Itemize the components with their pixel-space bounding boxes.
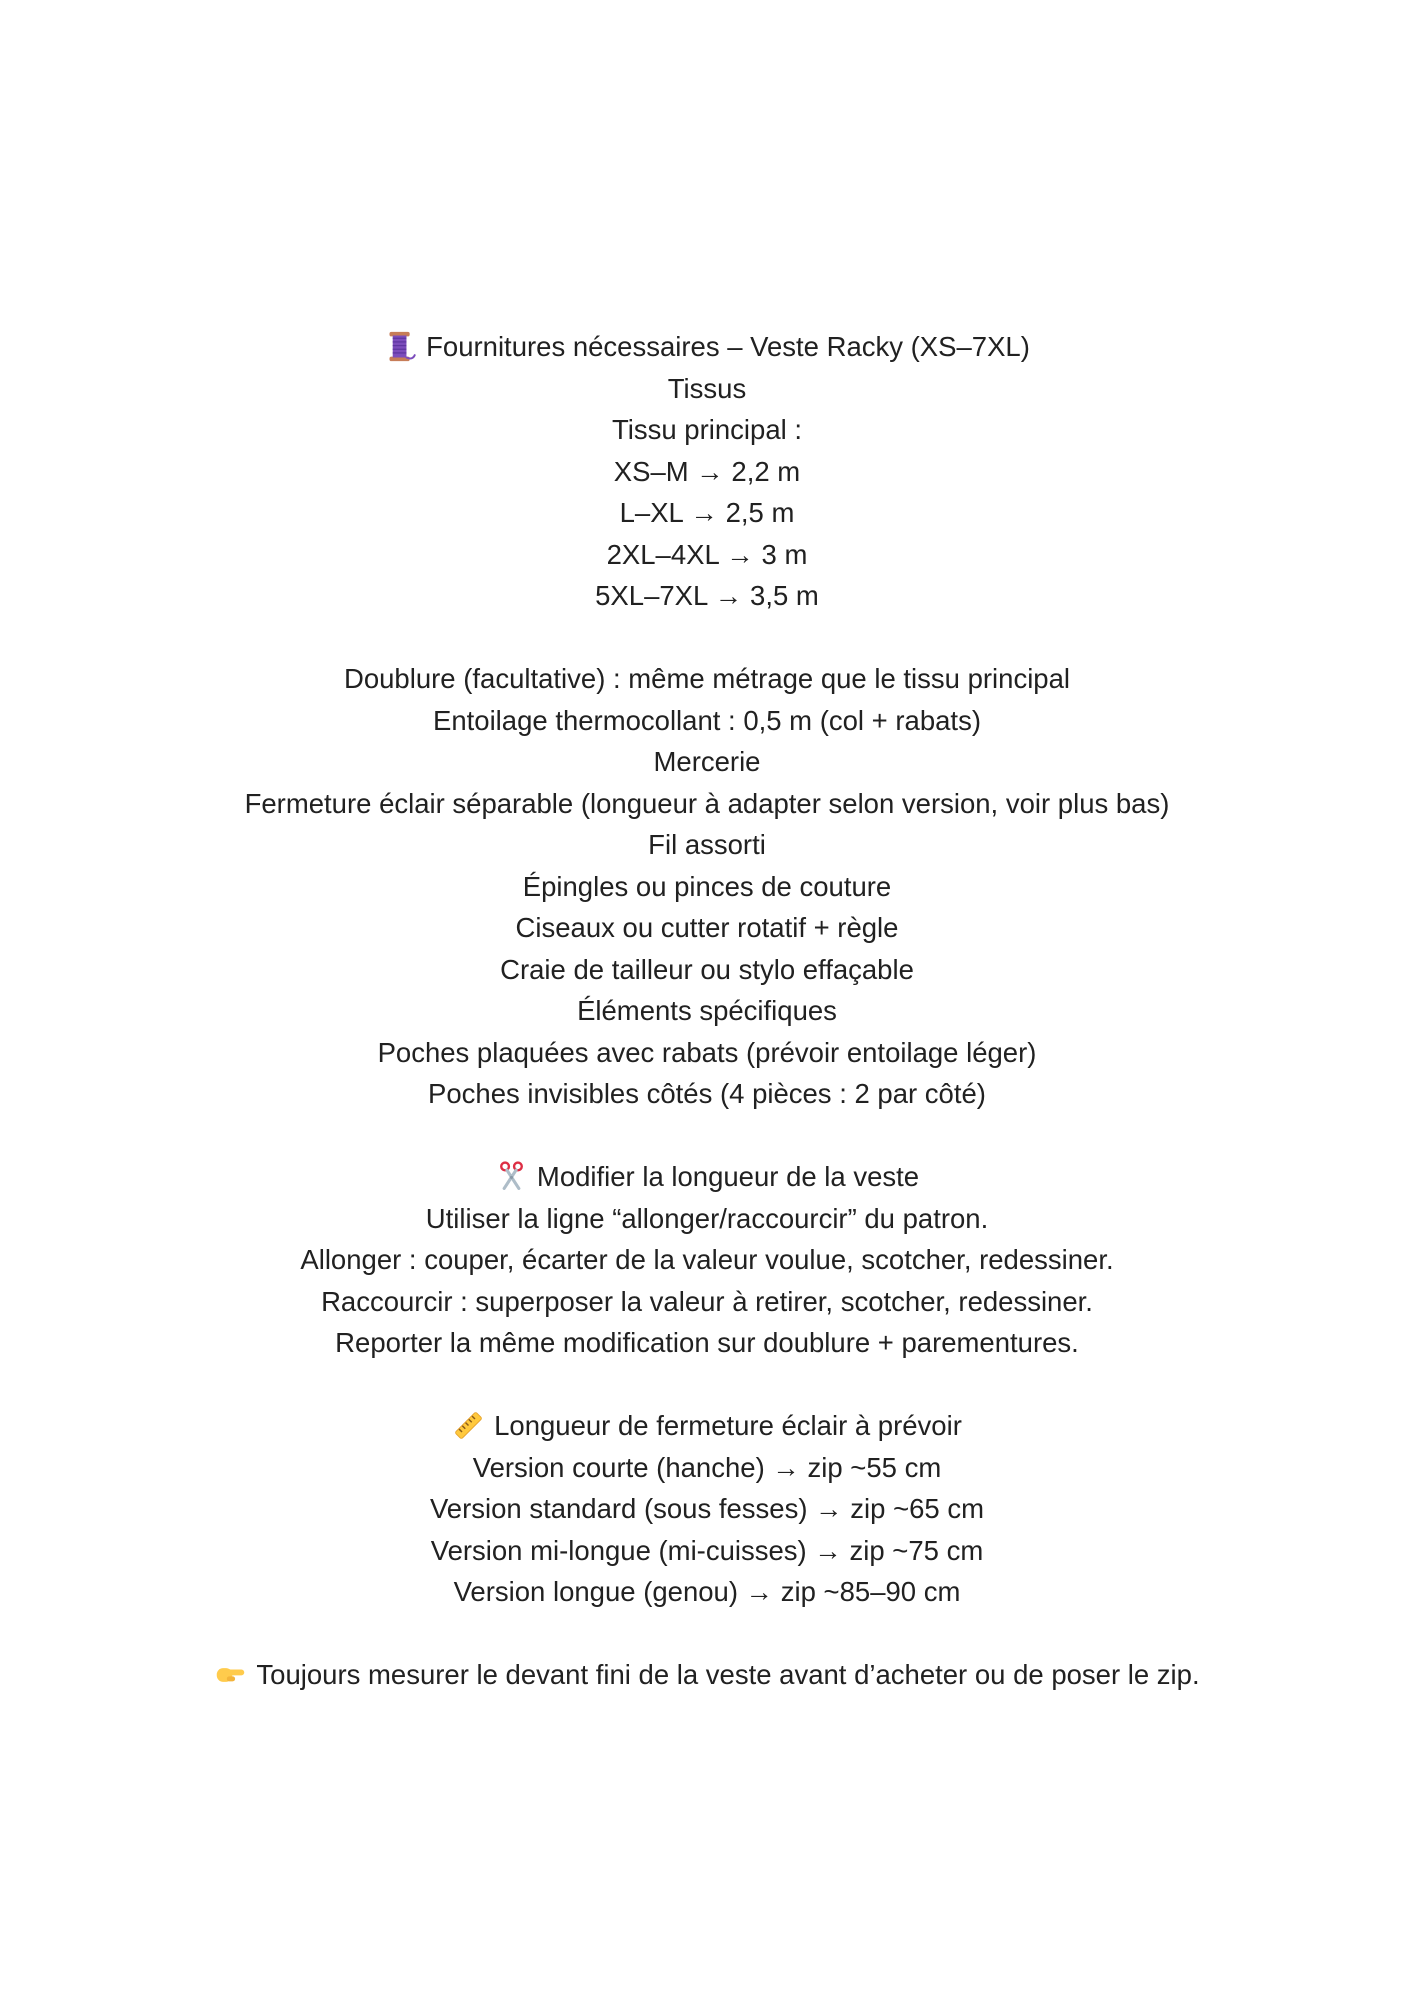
text-line: XS–M → 2,2 m [613,455,801,487]
straight-ruler-icon [452,1409,485,1442]
text-line: Éléments spécifiques [577,995,837,1026]
text-line: Ciseaux ou cutter rotatif + règle [515,912,899,943]
text-line: 2XL–4XL → 3 m [606,538,808,570]
section-heading [0,1405,1414,1447]
note-line [0,1654,1414,1696]
document-title [0,326,1414,368]
text-line: Allonger : couper, écarter de la valeur voulue, scotcher, redessiner. [300,1244,1114,1275]
text-line: Tissus [667,372,747,404]
text-line: Raccourcir : superposer la valeur à retirer, scotcher, redessiner. [321,1285,1093,1317]
text-line: Poches invisibles côtés (4 pièces : 2 par côté) [428,1078,986,1109]
thread-spool-icon [384,330,417,363]
text-line: Utiliser la ligne “allonger/raccourcir” du patron. [425,1202,989,1234]
text-line: Version courte (hanche) → zip ~55 cm [472,1451,942,1483]
paragraph-block [0,1156,1414,1364]
scissors-icon [495,1160,528,1193]
text-line: Craie de tailleur ou stylo effaçable [500,953,914,985]
title-text: Fournitures nécessaires – Veste Racky (XS–7XL) [426,331,1030,362]
note-text: Toujours mesurer le devant fini de la veste avant d’acheter ou de poser le zip. [256,1659,1200,1690]
text-line: Poches plaquées avec rabats (prévoir entoilage léger) [377,1036,1037,1068]
text-line: Version standard (sous fesses) → zip ~65 cm [429,1493,985,1524]
paragraph-block [0,326,1414,617]
text-line: Tissu principal : [611,414,803,445]
paragraph-block [0,1654,1414,1696]
text-line: L–XL → 2,5 m [619,497,795,528]
text-line: Doublure (facultative) : même métrage que le tissu principal [343,663,1071,694]
text-line: Version mi-longue (mi-cuisses) → zip ~75 cm [430,1534,984,1566]
text-line: Fermeture éclair séparable (longueur à adapter selon version, voir plus bas) [244,787,1170,819]
section-heading [0,1156,1414,1198]
text-line: Épingles ou pinces de couture [522,870,892,902]
paragraph-block [0,1405,1414,1613]
text-line: Fil assorti [648,829,766,860]
section-heading-text: Modifier la longueur de la veste [536,1161,920,1192]
text-line: 5XL–7XL → 3,5 m [595,580,819,611]
text-line: Mercerie [653,746,761,777]
paragraph-block [0,658,1414,1115]
text-line: Version longue (genou) → zip ~85–90 cm [453,1576,961,1607]
section-heading-text: Longueur de fermeture éclair à prévoir [494,1410,962,1441]
pointing-right-icon [214,1658,247,1691]
text-line: Entoilage thermocollant : 0,5 m (col + rabats) [433,704,981,736]
text-line: Reporter la même modification sur doublure + parementures. [335,1327,1079,1358]
